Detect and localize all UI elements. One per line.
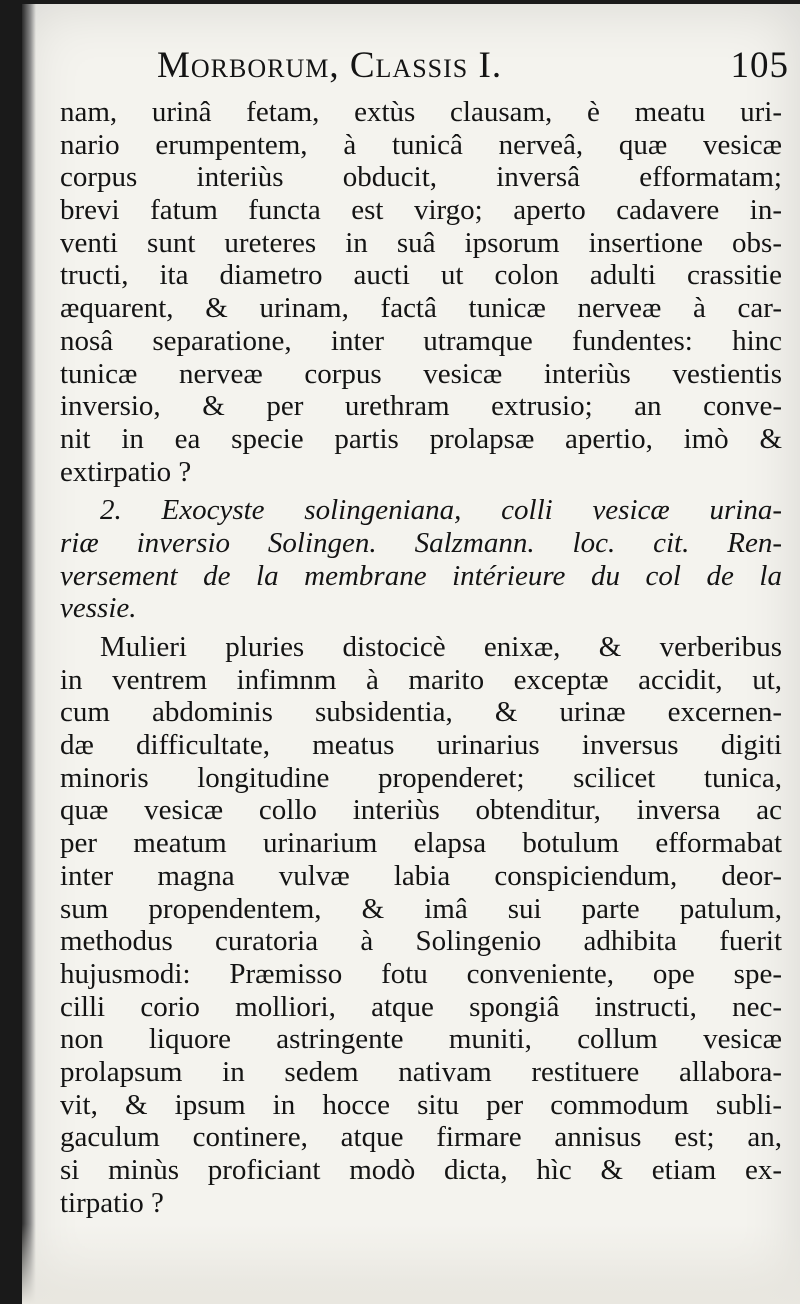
text-line: æquarent, & urinam, factâ tunicæ nerveæ à car- [60, 292, 782, 325]
page-spine-shadow [22, 4, 36, 1304]
text-line: inter magna vulvæ labia conspiciendum, deor- [60, 859, 782, 892]
book-page [22, 4, 800, 1304]
text-line: hujusmodi: Præmisso fotu conveniente, ope spe- [60, 957, 782, 990]
text-line: prolapsum in sedem nativam restituere allabora- [60, 1055, 782, 1088]
text-line: tructi, ita diametro aucti ut colon adulti crassitie [60, 259, 782, 292]
text-line: Mulieri pluries distocicè enixæ, & verberibus [100, 631, 782, 663]
text-line: nam, urinâ fetam, extùs clausam, è meatu uri- [60, 96, 782, 128]
text-line: brevi fatum functa est virgo; aperto cadavere in- [60, 194, 782, 227]
text-line: inversio, & per urethram extrusio; an conve- [60, 390, 782, 423]
text-line: minoris longitudine propenderet; scilicet tunica, [60, 761, 782, 794]
text-line: methodus curatoria à Solingenio adhibita fuerit [60, 925, 782, 958]
text-line: si minùs proficiant modò dicta, hìc & etiam ex- [60, 1154, 782, 1186]
text-line: dæ difficultate, meatus urinarius inversus digiti [60, 729, 782, 762]
text-line: venti sunt ureteres in suâ ipsorum insertione obs- [60, 226, 782, 259]
text-line: quæ vesicæ collo interiùs obtenditur, inversa ac [60, 794, 782, 827]
text-line: versement de la membrane intérieure du col de la [60, 559, 782, 592]
text-line: corpus interiùs obducit, inversâ efformatam; [60, 161, 782, 194]
running-header [157, 44, 797, 87]
text-line: cum abdominis subsidentia, & urinæ excernen- [60, 696, 782, 729]
show-through-shadow [22, 1224, 800, 1304]
text-line: nario erumpentem, à tunicâ nerveâ, quæ vesicæ [60, 128, 782, 161]
running-title: Morborum, Classis I. [157, 45, 503, 86]
text-line: vessie. [60, 592, 137, 625]
text-line: sum propendentem, & imâ sui parte patulum, [60, 892, 782, 925]
page-number: 105 [730, 45, 789, 86]
text-line: gaculum continere, atque firmare annisus est; an, [60, 1121, 782, 1154]
text-line: riæ inversio Solingen. Salzmann. loc. cit. Ren- [60, 526, 782, 559]
text-line: per meatum urinarium elapsa botulum efformabat [60, 827, 782, 860]
text-line: in ventrem infimnm à marito exceptæ accidit, ut, [60, 663, 782, 696]
text-line: non liquore astringente muniti, collum vesicæ [60, 1023, 782, 1056]
text-line: extirpatio ? [60, 455, 192, 488]
text-line: 2. Exocyste solingeniana, colli vesicæ urina- [100, 494, 782, 527]
text-line: nit in ea specie partis prolapsæ apertio, imò & [60, 422, 782, 455]
text-line: nosâ separatione, inter utramque fundentes: hinc [60, 324, 782, 357]
page-body [60, 96, 782, 1219]
paragraph-3 [60, 631, 782, 1219]
paragraph-1 [60, 96, 782, 488]
text-line: cilli corio molliori, atque spongiâ instructi, nec- [60, 990, 782, 1023]
text-line: vit, & ipsum in hocce situ per commodum subli- [60, 1088, 782, 1121]
text-line: tunicæ nerveæ corpus vesicæ interiùs vestientis [60, 357, 782, 390]
text-line: tirpatio ? [60, 1186, 164, 1219]
paragraph-2-species-heading [60, 494, 782, 625]
